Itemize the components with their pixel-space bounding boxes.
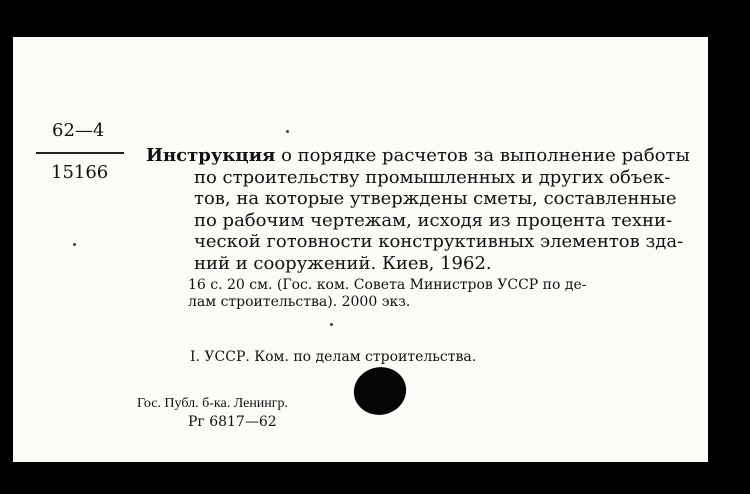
library-name: Гос. Публ. б-ка. Ленингр. <box>137 396 289 411</box>
speck-mark <box>330 323 333 326</box>
title-line-4: по рабочим чертежам, исходя из процента техни- <box>194 209 673 231</box>
catalog-number: Рг 6817—62 <box>188 414 277 430</box>
shelf-mark-divider <box>36 152 124 154</box>
title-line-5: ческой готовности конструктивных элементов зда- <box>194 231 684 252</box>
speck-mark <box>73 243 76 246</box>
collation-line-1: 16 с. 20 см. (Гос. ком. Совета Министров УССР по де- <box>188 277 587 293</box>
collation-line-2: лам строительства). 2000 экз. <box>188 294 411 310</box>
title-line-6: ний и сооружений. Киев, 1962. <box>194 252 492 274</box>
title-entry <box>146 145 690 274</box>
shelf-mark: 62—4 <box>52 120 105 141</box>
subject-entry: I. УССР. Ком. по делам строительства. <box>190 349 477 365</box>
speck-mark <box>286 130 289 133</box>
title-bold-word: Инструкция <box>146 145 276 166</box>
title-line-1: Инструкция о порядке расчетов за выполнение работы <box>146 145 690 166</box>
accession-number: 15166 <box>51 162 109 183</box>
collation <box>188 277 587 311</box>
title-line-3: тов, на которые утверждены сметы, составленные <box>194 188 677 209</box>
title-line-2: по строительству промышленных и других объек- <box>194 166 671 188</box>
